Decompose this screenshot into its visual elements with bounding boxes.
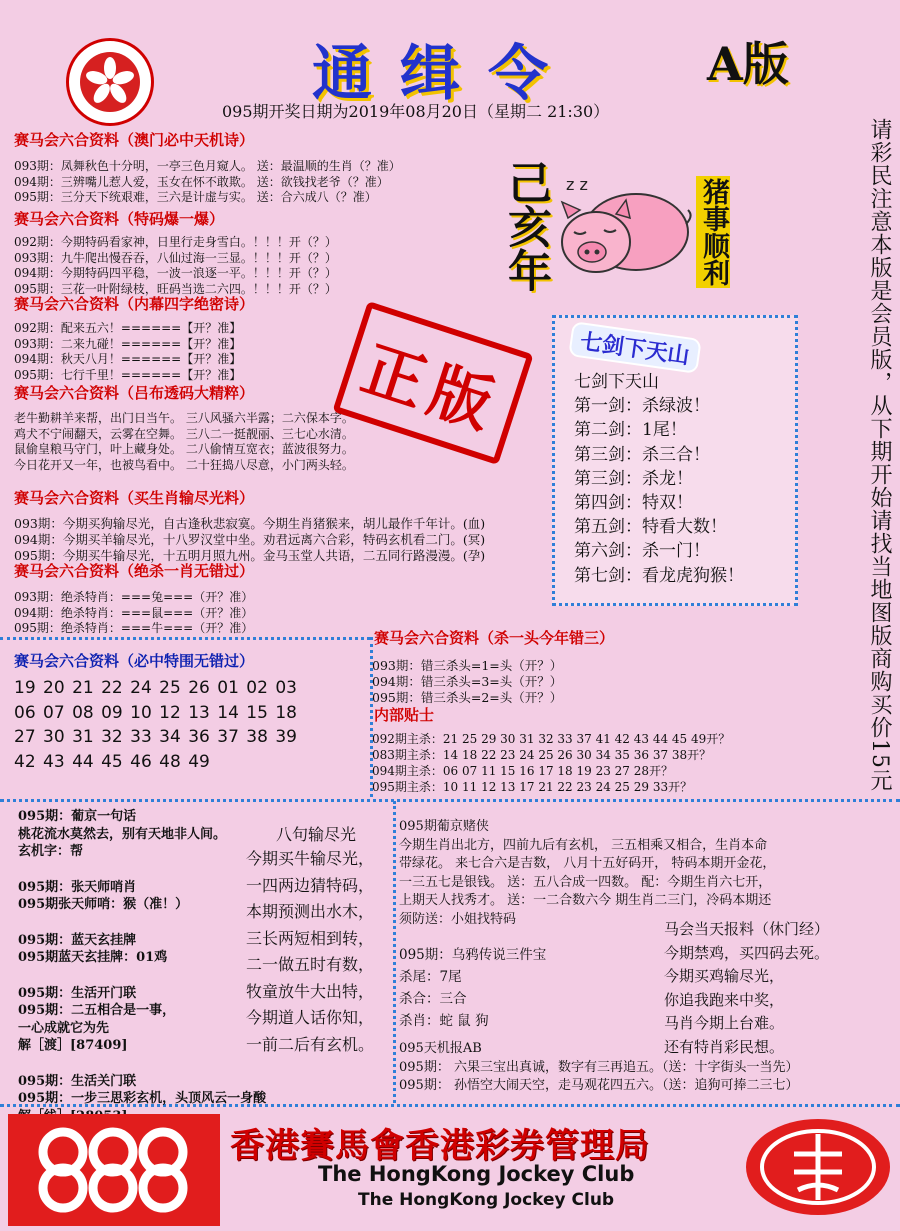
poem-line: 牧童放牛大出特， bbox=[246, 981, 375, 1001]
section-title: 赛马会六合资料（买生肖输尽光料） bbox=[14, 489, 255, 507]
block-line: 095期：张天师哨肖 bbox=[18, 879, 137, 895]
block-line: 095期：葡京一句话 bbox=[18, 809, 137, 824]
list-item: 第一剑：杀绿波！ bbox=[574, 396, 710, 417]
horse-block bbox=[664, 918, 829, 1059]
poem-line: 三长两短相到转， bbox=[246, 928, 375, 948]
list-item: 鼠偷皇粮马守门，叶上藏身处。 二八偷情互宽衣；蓝波很努力。 bbox=[14, 442, 354, 456]
bauhinia-icon bbox=[69, 41, 151, 123]
list-item: 第二剑：1尾！ bbox=[574, 420, 687, 441]
pig-icon bbox=[552, 168, 692, 288]
section-title: 赛马会六合资料（必中特围无错过） bbox=[14, 652, 255, 670]
section-title: 赛马会六合资料（澳门必中天机诗） bbox=[14, 131, 255, 149]
block-line: 095期：生活开门联 bbox=[18, 985, 137, 1001]
number-grid bbox=[14, 676, 297, 774]
list-item: 094期：秋天八月！======【开？准】 bbox=[14, 352, 242, 366]
date-line: 095期开奖日期为2019年08月20日（星期二 21:30） bbox=[222, 102, 610, 121]
list-item: 095期：三分天下统艰难，三六是计虚与实。 送：合六成八（？准） bbox=[14, 190, 377, 204]
stamp-text: 正版 bbox=[353, 331, 510, 445]
list-item: 第五剑：特看大数！ bbox=[574, 517, 727, 538]
list-item: 095期主杀：10 11 12 13 17 21 22 23 24 25 29 33开？ bbox=[372, 780, 693, 794]
footer-logo-right bbox=[742, 1112, 894, 1222]
list-item: 093期：今期买狗输尽光，自古逢秋悲寂寞。今期生肖猪猴来，胡儿最作千年计。(血) bbox=[14, 516, 486, 531]
list-item: 鸡犬不宁闹翻天，云雾在空舞。 三八二一挺靓丽、三七心水清。 bbox=[14, 426, 354, 441]
zodiac-slogan: 猪事顺利 bbox=[698, 178, 729, 286]
svg-text:z z: z z bbox=[566, 175, 588, 194]
footer-logo-left bbox=[8, 1114, 220, 1226]
bottom-left-blocks bbox=[18, 808, 266, 1125]
section-title: 赛马会六合资料（特码爆一爆） bbox=[14, 210, 225, 228]
block-title: 马会当天报料（休门经） bbox=[664, 920, 830, 938]
number-row: 06 07 08 09 10 12 13 14 15 18 bbox=[14, 702, 297, 723]
block-line: 095期：生活关门联 bbox=[18, 1073, 137, 1089]
list-title: 七剑下天山 bbox=[574, 372, 659, 392]
zodiac-year: 己亥年 bbox=[500, 160, 551, 292]
tips-lines bbox=[372, 731, 730, 795]
seven-swords-list bbox=[574, 370, 744, 588]
section-title: 赛马会六合资料（内幕四字绝密诗） bbox=[14, 295, 255, 313]
footer-title-en: The HongKong Jockey Club bbox=[318, 1162, 635, 1186]
list-item: 今日花开又一年，也被鸟看中。 二十狂捣八尽意，小门两头轻。 bbox=[14, 457, 354, 472]
list-item: 093期：绝杀特肖：===兔===（开？准） bbox=[14, 590, 254, 604]
list-item: 093期：二来九碰！======【开？准】 bbox=[14, 336, 242, 351]
list-item: 094期：错三杀头=3=头（开？） bbox=[372, 674, 563, 689]
list-item: 094期：今期买羊输尽光，十八罗汉堂中坐。劝君远离六合彩，特码玄机看二门。(冥) bbox=[14, 532, 486, 547]
pig-illustration bbox=[552, 168, 692, 288]
footer-subtitle-en: The HongKong Jockey Club bbox=[358, 1190, 615, 1210]
seven-swords-banner: 七剑下天山 bbox=[568, 321, 702, 374]
footer-title-cn: 香港賽馬會香港彩券管理局 bbox=[230, 1126, 650, 1166]
jockey-club-logo-icon bbox=[8, 1114, 220, 1226]
list-item: 093期：错三杀头=1=头（开？） bbox=[372, 658, 563, 673]
section-lines bbox=[14, 590, 253, 637]
poem bbox=[246, 846, 374, 1058]
list-item: 095期：今期买牛输尽光，十五明月照九州。金马玉堂人共语，二五同行路漫漫。(孕) bbox=[14, 548, 486, 563]
list-item: 094期：三辨嘴儿惹人爱，玉女在怀不敢欺。 送：欲钱找老爷（？准） bbox=[14, 174, 389, 189]
block-line: 095期张天师哨：猴（准！） bbox=[18, 897, 189, 912]
block-line: 玄机字：帮 bbox=[18, 844, 84, 859]
sub-title: 内部贴士 bbox=[374, 706, 435, 724]
block-line: 上期天人找秀才。 送：一二合数六今 期生肖二三门，冷码本期还 bbox=[399, 893, 772, 909]
block-line: 095期： 孙悟空大闹天空，走马观花四五六。（送：追狗可捧二三七） bbox=[399, 1078, 799, 1093]
section-lines bbox=[14, 516, 485, 564]
block-title: 095期：乌鸦传说三件宝 bbox=[399, 947, 547, 963]
section-lines bbox=[14, 235, 337, 297]
divider bbox=[393, 801, 396, 1103]
section-title: 赛马会六合资料（杀一头今年错三） bbox=[374, 629, 615, 647]
poem-line: 本期预测出水木， bbox=[246, 902, 375, 921]
poem-line: 一四两边猜特码， bbox=[246, 875, 375, 895]
section-lines bbox=[14, 159, 401, 206]
block-title: 095期葡京赌侠 bbox=[399, 819, 489, 834]
divider bbox=[0, 799, 900, 802]
list-item: 083期主杀：14 18 22 23 24 25 26 30 34 35 36 37 38开？ bbox=[372, 748, 712, 762]
emblem-logo bbox=[66, 38, 154, 126]
gamble-block bbox=[399, 818, 775, 930]
list-item: 093期：九牛爬出慢吞吞，八仙过海一三显。！！！开（？） bbox=[14, 250, 337, 265]
block-line: 桃花流水莫然去，别有天地非人间。 bbox=[18, 826, 227, 842]
edition-label: A版 bbox=[707, 37, 789, 91]
list-item: 092期：配来五六！======【开？准】 bbox=[14, 321, 242, 335]
list-item: 095期：绝杀特肖：===牛===（开？准） bbox=[14, 621, 254, 635]
block-line: 一心成就它为先 bbox=[18, 1020, 110, 1036]
list-item: 第三剑：杀三合！ bbox=[574, 444, 710, 465]
list-item: 094期：绝杀特肖：===鼠===（开？准） bbox=[14, 605, 254, 620]
section-lines bbox=[372, 658, 562, 706]
list-item: 老牛勤耕羊来帮，出门日当午。 三八风骚六半露；二六保本字。 bbox=[14, 411, 354, 425]
block-line: 须防送：小姐找特码 bbox=[399, 911, 517, 927]
block-line: 095期：一步三思彩玄机，头顶风云一身酸 bbox=[18, 1091, 267, 1106]
poem-line: 今期买牛输尽光， bbox=[246, 849, 375, 868]
poem-line: 二一做五时有数， bbox=[246, 955, 375, 974]
section-lines bbox=[14, 411, 354, 473]
block-line: 095期：二五相合是一事， bbox=[18, 1003, 176, 1018]
list-item: 095期：七行千里！======【开？准】 bbox=[14, 367, 242, 382]
crow-block bbox=[399, 944, 546, 1032]
block-line: 今期买鸡输尽光， bbox=[664, 967, 785, 985]
list-item: 095期：三花一叶附绿枝，旺码当选二六四。！！！开（？） bbox=[14, 281, 337, 296]
list-item: 094期：今期特码四平稳，一波一浪逐一平。！！！开（？） bbox=[14, 266, 337, 280]
number-row: 19 20 21 22 24 25 26 01 02 03 bbox=[14, 678, 297, 698]
block-line: 你追我跑来中奖， bbox=[664, 990, 785, 1009]
number-row: 27 30 31 32 33 34 36 37 38 39 bbox=[14, 727, 297, 747]
divider bbox=[0, 637, 370, 640]
block-line: 095期： 六果三宝出真诚，数字有三再追五。（送：十字街头一当先） bbox=[399, 1059, 799, 1075]
list-item: 第三剑：杀龙！ bbox=[574, 468, 693, 489]
block-line: 杀肖：蛇 鼠 狗 bbox=[399, 1013, 489, 1029]
list-item: 095期：错三杀头=2=头（开？） bbox=[372, 690, 563, 705]
block-line: 今期生肖出北方，四前九后有玄机， 三五相乘又相合，生肖本命 bbox=[399, 837, 768, 853]
list-item: 093期：凤舞秋色十分明，一亭三色月窥人。 送：最温顺的生肖（？准） bbox=[14, 159, 401, 173]
number-row: 42 43 44 45 46 48 49 bbox=[14, 751, 210, 772]
member-notice: 请彩民注意本版是会员版，从下期开始请找当地图版商购买价15元 bbox=[867, 118, 892, 792]
list-item: 第七剑：看龙虎狗猴！ bbox=[574, 565, 744, 586]
genuine-stamp bbox=[332, 301, 533, 465]
list-item: 第四剑：特双！ bbox=[574, 493, 693, 514]
block-line: 杀合：三合 bbox=[399, 991, 467, 1007]
block-line: 带绿花。 来七合六是吉数， 八月十五好码开， 特码本期开金花， bbox=[399, 856, 776, 872]
list-item: 第六剑：杀一门！ bbox=[574, 541, 710, 562]
block-line: 还有特肖彩民想。 bbox=[664, 1037, 785, 1056]
list-item: 092期：今期特码看家神，日里行走身雪白。！！！开（？） bbox=[14, 235, 337, 249]
block-line: 095期：蓝天玄挂牌 bbox=[18, 932, 137, 948]
list-item: 094期主杀：06 07 11 15 16 17 18 19 23 27 28开？ bbox=[372, 764, 674, 778]
page-title: 通缉令 bbox=[312, 39, 576, 109]
block-line: 马肖今期上台难。 bbox=[664, 1014, 785, 1032]
lottery-logo-icon bbox=[742, 1112, 894, 1222]
block-line: 杀尾：7尾 bbox=[399, 969, 462, 985]
block-title: 095天机报AB bbox=[399, 1041, 482, 1056]
block-line: 095期蓝天玄挂牌：01鸡 bbox=[18, 950, 168, 965]
poem-line: 一前二后有玄机。 bbox=[246, 1034, 375, 1054]
poem-heading: 八句输尽光 bbox=[276, 825, 357, 844]
block-line: 今期禁鸡，买四码去死。 bbox=[664, 943, 830, 962]
poem-line: 今期道人话你知， bbox=[246, 1008, 375, 1027]
section-title: 赛马会六合资料（吕布透码大精粹） bbox=[14, 384, 255, 402]
block-line: 一三五七是银钱。 送：五八合成一四数。 配：今期生肖六七开， bbox=[399, 874, 772, 890]
section-lines bbox=[14, 321, 241, 383]
block-line: 解［渡］[87409] bbox=[18, 1038, 128, 1053]
sky-block bbox=[399, 1040, 798, 1096]
list-item: 092期主杀：21 25 29 30 31 32 33 37 41 42 43 44 45 49开？ bbox=[372, 732, 731, 746]
section-title: 赛马会六合资料（绝杀一肖无错过） bbox=[14, 562, 255, 580]
